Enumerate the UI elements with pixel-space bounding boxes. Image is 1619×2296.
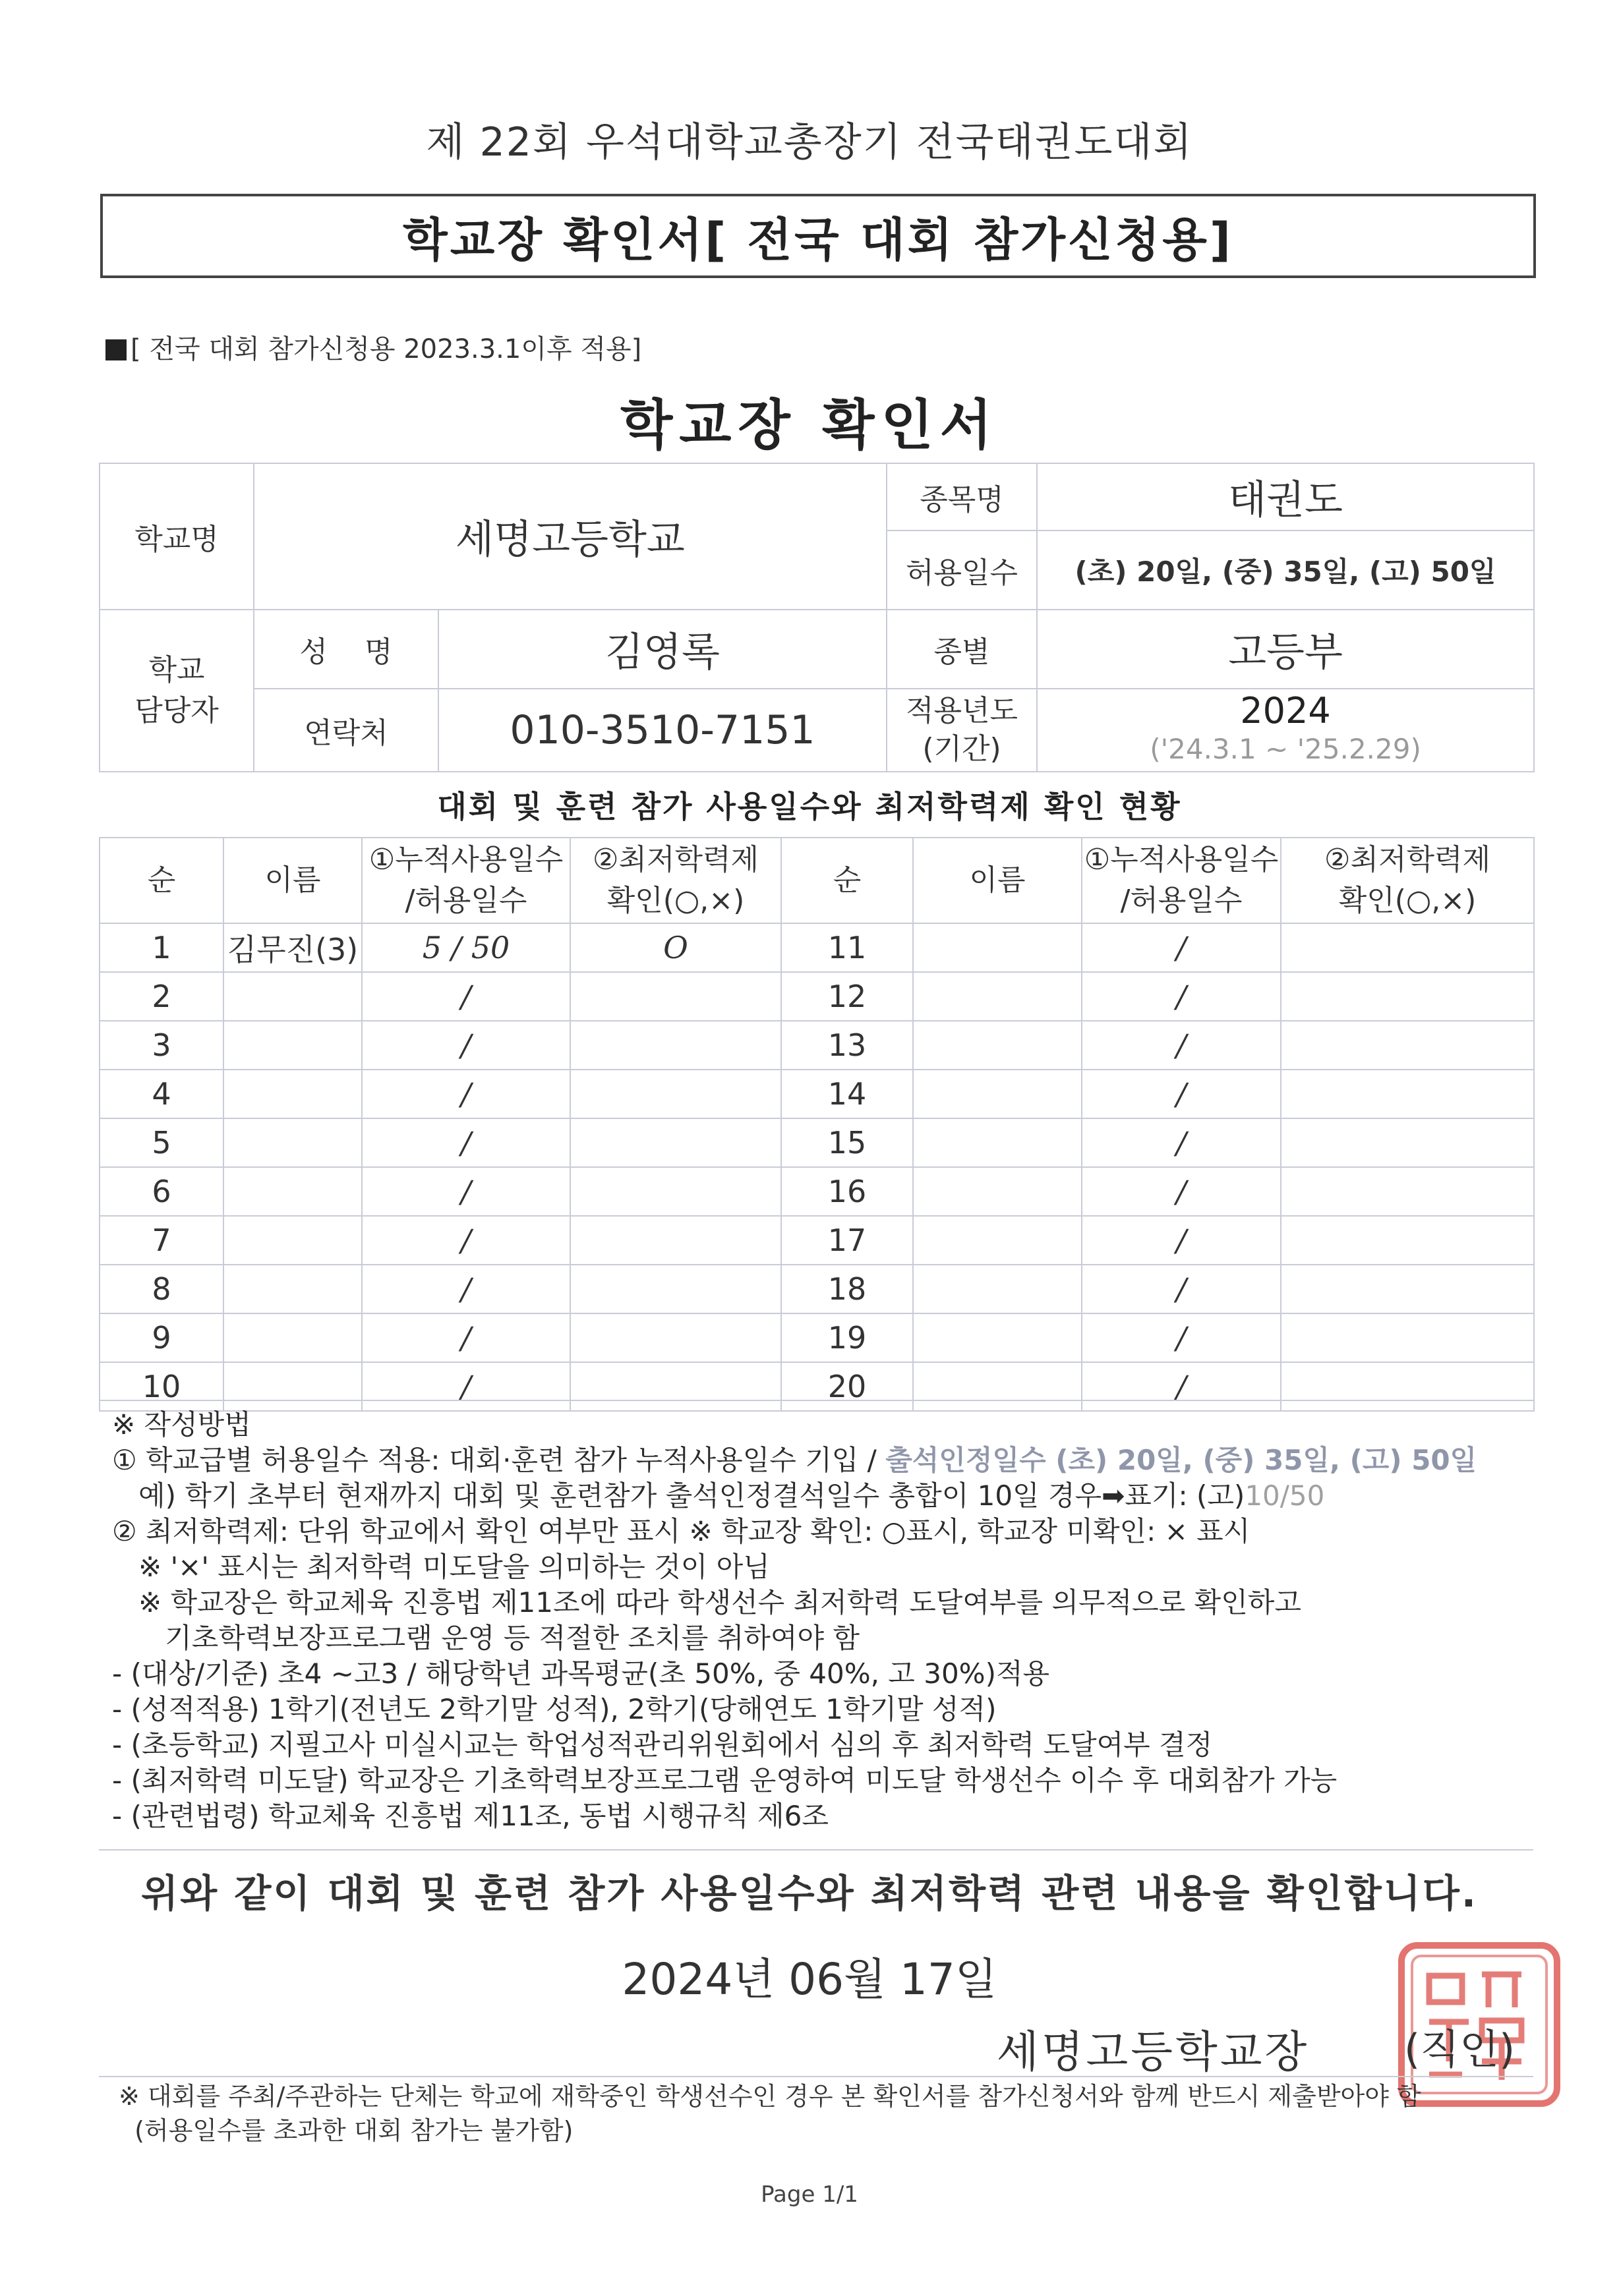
row-days-right: /: [1082, 972, 1281, 1021]
row-check-right: [1281, 923, 1534, 972]
row-days-right: /: [1082, 1362, 1281, 1411]
row-days-right: /: [1082, 1118, 1281, 1167]
section-title: 대회 및 훈련 참가 사용일수와 최저학력제 확인 현황: [437, 789, 1182, 824]
method-line-11: - (관련법령) 학교체육 진흥법 제11조, 동법 시행규칙 제6조: [112, 1800, 829, 1832]
page-number: Page 1/1: [761, 2181, 858, 2208]
method-line-6: 기초학력보장프로그램 운영 등 적절한 조치를 취하여야 함: [112, 1622, 860, 1654]
document-title-box: [100, 194, 1536, 278]
row-check-right: [1281, 1167, 1534, 1216]
row-no-right: 11: [781, 923, 913, 972]
issue-date: 2024년 06월 17일: [622, 1954, 997, 2005]
method-line-2: [112, 1478, 1477, 1514]
year-value: 2024: [1240, 690, 1331, 732]
table-row: [100, 923, 1534, 972]
header-academic-line1: ②최저학력제: [593, 843, 759, 876]
table-row: [100, 1118, 1534, 1167]
row-days-right: /: [1082, 1021, 1281, 1070]
method-line-4: ※ '×' 표시는 최저학력 미도달을 의미하는 것이 아님: [112, 1551, 770, 1583]
row-name-right: [913, 923, 1082, 972]
method-bottom-rule: [99, 1849, 1533, 1851]
row-no-right: 19: [781, 1313, 913, 1362]
table-row: [100, 1167, 1534, 1216]
row-no: 4: [100, 1070, 223, 1118]
method-line-9: - (초등학교) 지필고사 미실시교는 학업성적관리위원회에서 심의 후 최저학력 도달여부 결정: [112, 1729, 1213, 1761]
row-days-right: /: [1082, 1167, 1281, 1216]
row-name: [223, 1070, 362, 1118]
row-check: O: [570, 923, 781, 972]
name-label: 성 명: [254, 610, 438, 689]
row-check: [570, 1070, 781, 1118]
row-name: [223, 972, 362, 1021]
row-name: [223, 1118, 362, 1167]
allowed-days-value: (초) 20일, (중) 35일, (고) 50일: [1037, 531, 1534, 610]
row-name: [223, 1216, 362, 1265]
row-no: 2: [100, 972, 223, 1021]
row-days-right: /: [1082, 1265, 1281, 1313]
row-check-right: [1281, 1313, 1534, 1362]
row-check: [570, 1167, 781, 1216]
row-days: /: [362, 1118, 570, 1167]
method-line-1-highlight: 출석인정일수 (초) 20일, (중) 35일, (고) 50일: [885, 1444, 1477, 1476]
row-days-right: /: [1082, 1070, 1281, 1118]
row-check: [570, 1362, 781, 1411]
row-check-right: [1281, 1118, 1534, 1167]
row-check: [570, 972, 781, 1021]
row-name-right: [913, 1021, 1082, 1070]
table-bottom-rule: [99, 1400, 1533, 1401]
row-name-right: [913, 972, 1082, 1021]
document-title: 학교장 확인서[ 전국 대회 참가신청용]: [403, 212, 1233, 267]
table-row: [100, 1362, 1534, 1411]
method-line-7: - (대상/기준) 초4 ~고3 / 해당학년 과목평균(초 50%, 중 40%, 고 30%)적용: [112, 1657, 1050, 1690]
header-academic-right-line1: ②최저학력제: [1324, 843, 1490, 876]
row-days: /: [362, 1265, 570, 1313]
sport-value: 태권도: [1037, 463, 1534, 531]
row-name: [223, 1021, 362, 1070]
row-name-right: [913, 1216, 1082, 1265]
header-academic-right-line2: 확인(○,×): [1338, 884, 1477, 917]
manager-label-line2: 담당자: [134, 694, 219, 728]
method-line-1: [112, 1443, 1477, 1478]
year-cell: [1037, 689, 1534, 772]
header-days: [362, 838, 570, 923]
contact-label: 연락처: [254, 689, 438, 772]
method-line-2-example: 10/50: [1245, 1479, 1325, 1512]
row-check: [570, 1021, 781, 1070]
school-label: 학교명: [100, 463, 254, 610]
method-line-10: - (최저학력 미도달) 학교장은 기초학력보장프로그램 운영하여 미도달 학생선수 이수 후 대회참가 가능: [112, 1764, 1338, 1796]
method-line-2-text: 예) 학기 초부터 현재까지 대회 및 훈련참가 출석인정결석일수 총합이 10일 경우➡표기: (고): [112, 1479, 1245, 1512]
header-academic-line2: 확인(○,×): [606, 884, 745, 917]
row-check-right: [1281, 1070, 1534, 1118]
year-label-line2: (기간): [922, 732, 1001, 766]
row-no-right: 16: [781, 1167, 913, 1216]
main-title: 학교장 확인서: [620, 394, 999, 457]
table-header-row: [100, 838, 1534, 923]
sport-label: 종목명: [887, 463, 1037, 531]
row-no: 1: [100, 923, 223, 972]
row-name: 김무진(3): [223, 923, 362, 972]
year-period: ('24.3.1 ~ '25.2.29): [1150, 733, 1421, 765]
row-check: [570, 1216, 781, 1265]
principal-name: 세명고등학교장: [997, 2026, 1310, 2077]
event-title: 제 22회 우석대학교총장기 전국태권도대회: [426, 119, 1193, 165]
division-label: 종별: [887, 610, 1037, 689]
row-no-right: 15: [781, 1118, 913, 1167]
header-no: 순: [100, 838, 223, 923]
footer-note: [119, 2079, 1421, 2148]
table-row: [100, 1313, 1534, 1362]
header-name: 이름: [223, 838, 362, 923]
row-check: [570, 1118, 781, 1167]
row-no-right: 12: [781, 972, 913, 1021]
header-academic-right: [1281, 838, 1534, 923]
row-no-right: 14: [781, 1070, 913, 1118]
row-days: /: [362, 972, 570, 1021]
row-days-right: /: [1082, 923, 1281, 972]
row-name-right: [913, 1118, 1082, 1167]
row-name: [223, 1167, 362, 1216]
row-name-right: [913, 1265, 1082, 1313]
usage-table: [99, 837, 1535, 1412]
row-days-right: /: [1082, 1313, 1281, 1362]
row-name: [223, 1313, 362, 1362]
row-no-right: 20: [781, 1362, 913, 1411]
row-check-right: [1281, 1021, 1534, 1070]
row-no: 9: [100, 1313, 223, 1362]
table-row: [100, 1070, 1534, 1118]
row-days: /: [362, 1362, 570, 1411]
method-line-1-text: ① 학교급별 허용일수 적용: 대회·훈련 참가 누적사용일수 기입 /: [112, 1444, 886, 1476]
applicability-note-text: [ 전국 대회 참가신청용 2023.3.1이후 적용]: [131, 334, 642, 364]
header-academic: [570, 838, 781, 923]
header-no-right: 순: [781, 838, 913, 923]
method-heading: ※ 작성방법: [112, 1408, 251, 1441]
row-name-right: [913, 1362, 1082, 1411]
row-no: 10: [100, 1362, 223, 1411]
row-no: 8: [100, 1265, 223, 1313]
manager-name: 김영록: [438, 610, 887, 689]
row-no-right: 18: [781, 1265, 913, 1313]
contact-value: 010-3510-7151: [438, 689, 887, 772]
info-table: [99, 463, 1535, 772]
seal-label: (직인): [1404, 2025, 1516, 2073]
allowed-days-label: 허용일수: [887, 531, 1037, 610]
header-days-right-line2: /허용일수: [1120, 884, 1243, 917]
row-days: /: [362, 1021, 570, 1070]
table-row: [100, 1216, 1534, 1265]
row-days: /: [362, 1167, 570, 1216]
row-name-right: [913, 1313, 1082, 1362]
header-days-line2: /허용일수: [405, 884, 527, 917]
applicability-note: [105, 328, 641, 366]
year-label: [887, 689, 1037, 772]
manager-label-line1: 학교: [148, 653, 205, 687]
school-name: 세명고등학교: [254, 463, 887, 610]
header-days-right-line1: ①누적사용일수: [1084, 843, 1279, 876]
table-row: [100, 972, 1534, 1021]
footer-line-2: (허용일수를 초과한 대회 참가는 불가함): [119, 2116, 574, 2145]
method-line-8: - (성적적용) 1학기(전년도 2학기말 성적), 2학기(당해연도 1학기말 성적): [112, 1693, 997, 1725]
row-check-right: [1281, 972, 1534, 1021]
confirmation-statement: 위와 같이 대회 및 훈련 참가 사용일수와 최저학력 관련 내용을 확인합니다.: [141, 1871, 1478, 1916]
row-name: [223, 1265, 362, 1313]
row-days: 5 / 50: [362, 923, 570, 972]
row-name: [223, 1362, 362, 1411]
row-name-right: [913, 1070, 1082, 1118]
row-check-right: [1281, 1265, 1534, 1313]
table-row: [100, 1265, 1534, 1313]
table-row: [100, 1021, 1534, 1070]
writing-method: [112, 1407, 1477, 1834]
row-days: /: [362, 1070, 570, 1118]
row-no: 6: [100, 1167, 223, 1216]
division-value: 고등부: [1037, 610, 1534, 689]
method-line-5: ※ 학교장은 학교체육 진흥법 제11조에 따라 학생선수 최저학력 도달여부를 의무적으로 확인하고: [112, 1586, 1301, 1619]
row-check-right: [1281, 1362, 1534, 1411]
row-check-right: [1281, 1216, 1534, 1265]
row-days: /: [362, 1313, 570, 1362]
square-bullet-icon: [105, 339, 127, 360]
footer-rule: [99, 2076, 1533, 2077]
header-days-right: [1082, 838, 1281, 923]
row-check: [570, 1313, 781, 1362]
header-name-right: 이름: [913, 838, 1082, 923]
row-days-right: /: [1082, 1216, 1281, 1265]
row-no-right: 17: [781, 1216, 913, 1265]
row-no: 5: [100, 1118, 223, 1167]
method-line-3: ② 최저학력제: 단위 학교에서 확인 여부만 표시 ※ 학교장 확인: ○표시, 학교장 미확인: × 표시: [112, 1515, 1251, 1547]
header-days-line1: ①누적사용일수: [368, 843, 564, 876]
row-days: /: [362, 1216, 570, 1265]
row-name-right: [913, 1167, 1082, 1216]
row-check: [570, 1265, 781, 1313]
manager-label: [100, 610, 254, 772]
footer-line-1: ※ 대회를 주최/주관하는 단체는 학교에 재학중인 학생선수인 경우 본 확인서를 참가신청서와 함께 반드시 제출받아야 함: [119, 2082, 1421, 2111]
row-no: 3: [100, 1021, 223, 1070]
year-label-line1: 적용년도: [906, 694, 1018, 728]
row-no-right: 13: [781, 1021, 913, 1070]
row-no: 7: [100, 1216, 223, 1265]
